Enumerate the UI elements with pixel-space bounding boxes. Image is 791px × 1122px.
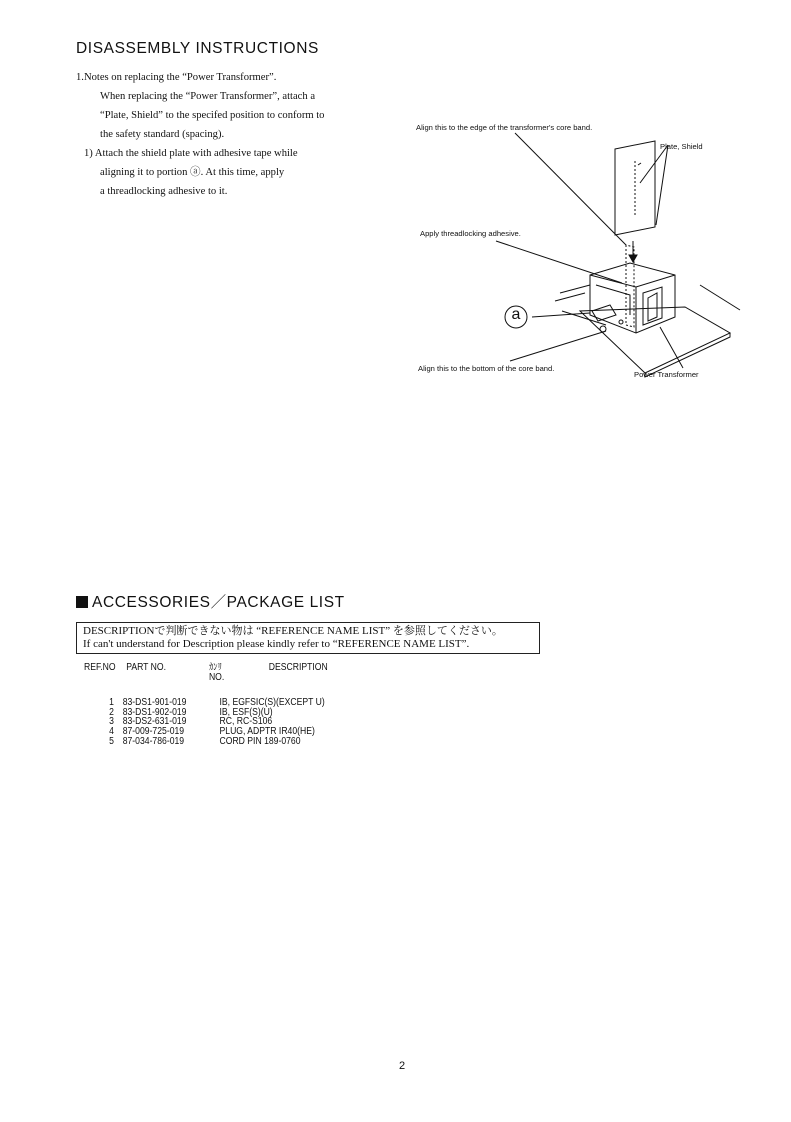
cell-part: 83-DS2-631-019	[122, 716, 187, 728]
note-line-2: “Plate, Shield” to the specifed position to conform to	[100, 110, 325, 121]
shield-plate	[615, 141, 655, 235]
cell-part: 87-034-786-019	[122, 735, 185, 747]
table-row	[84, 698, 328, 708]
table-row	[84, 737, 328, 747]
note-line-japanese: DESCRIPTIONで判断できない物は “REFERENCE NAME LIST” を参照してください。	[83, 625, 503, 637]
cell-desc: PLUG, ADPTR IR40(HE)	[219, 725, 315, 737]
table-row	[84, 708, 328, 718]
cell-ref: 3	[109, 716, 114, 728]
cell-ref: 5	[109, 735, 114, 747]
cell-part: 83-DS1-902-019	[122, 706, 187, 718]
cell-ref: 2	[109, 706, 114, 718]
parts-table	[84, 663, 328, 746]
header-kanri	[209, 663, 269, 682]
step-line-2: aligning it to portion ⓐ. At this time, apply	[100, 167, 285, 178]
marker-a: a	[511, 306, 521, 323]
header-description: DESCRIPTION	[268, 662, 328, 673]
cell-desc: RC, RC-S106	[219, 716, 273, 728]
cell-desc: IB, ESF(S)(U)	[219, 706, 273, 718]
power-transformer	[590, 263, 675, 333]
label-power-transformer: Power Transformer	[634, 370, 699, 379]
table-header	[84, 663, 328, 682]
label-adhesive: Apply threadlocking adhesive.	[420, 229, 521, 238]
step-line-3: a threadlocking adhesive to it.	[100, 186, 228, 197]
label-align-bottom: Align this to the bottom of the core band.	[418, 364, 555, 373]
header-kanri-label: ｶﾝﾘ	[208, 662, 222, 673]
note-heading: 1.Notes on replacing the “Power Transformer”.	[76, 72, 277, 83]
transformer-diagram	[400, 115, 760, 385]
cell-desc: IB, EGFSIC(S)(EXCEPT U)	[219, 697, 325, 709]
header-kanri-no: NO.	[208, 671, 225, 683]
label-plate-shield: Plate, Shield	[660, 142, 703, 151]
note-line-english: If can't understand for Description please kindly refer to “REFERENCE NAME LIST”.	[83, 638, 470, 650]
reference-note-box	[76, 622, 540, 654]
note-line-3: the safety standard (spacing).	[100, 129, 225, 140]
header-part-no: PART NO.	[126, 662, 167, 673]
bullet-square-icon	[76, 596, 88, 608]
header-ref-no: REF.NO	[84, 662, 116, 673]
step-line-1: 1) Attach the shield plate with adhesive tape while	[84, 148, 298, 159]
cell-ref: 4	[109, 725, 114, 737]
accessories-title-text: ACCESSORIES／PACKAGE LIST	[92, 594, 345, 611]
chassis-plate	[580, 307, 730, 373]
note-line-1: When replacing the “Power Transformer”, attach a	[100, 91, 316, 102]
cell-ref: 1	[109, 697, 114, 709]
section-title-accessories	[76, 590, 345, 612]
label-align-top: Align this to the edge of the transformer's core band.	[416, 123, 593, 132]
page-number: 2	[399, 1060, 406, 1072]
cell-part: 83-DS1-901-019	[122, 697, 187, 709]
cell-part: 87-009-725-019	[122, 725, 185, 737]
section-title-disassembly: DISASSEMBLY INSTRUCTIONS	[76, 40, 319, 57]
cell-desc: CORD PIN 189-0760	[219, 735, 301, 747]
